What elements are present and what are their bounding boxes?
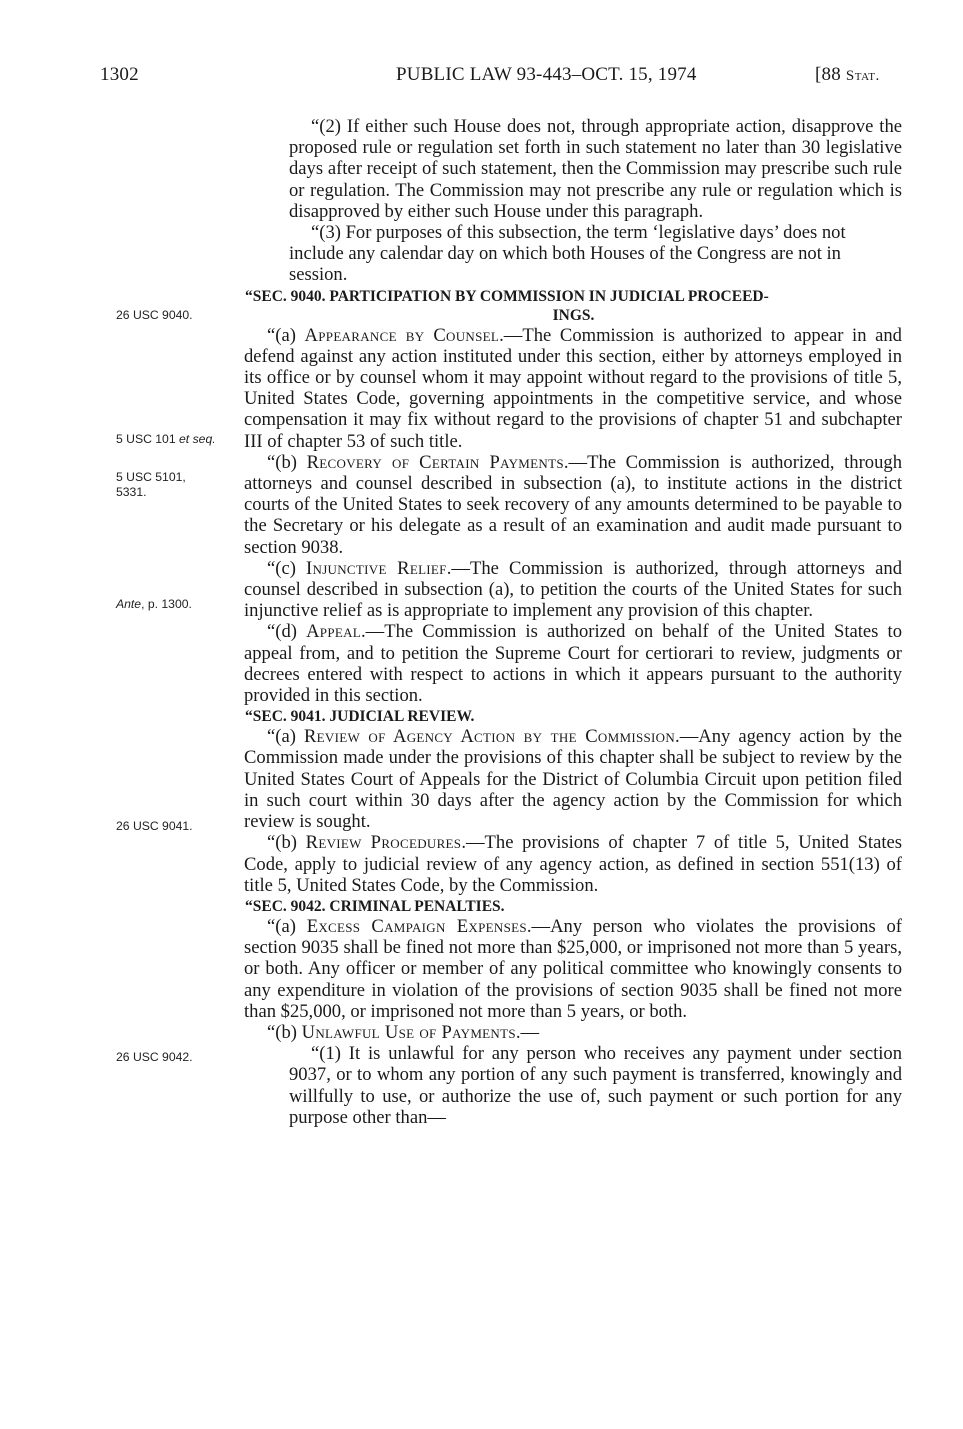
document-body [244,116,902,1128]
margin-note-5usc101-cite: 5 USC 101 [116,432,176,446]
subsection-9040-b [244,452,902,558]
margin-note-ante [116,597,228,612]
paragraph-2: “(2) If either such House does not, through appropriate action, disapprove the proposed rule or regulation set forth in such statement no later than 30 legislative days after receipt of such statement, then the Commission may prescribe such rule or regulation. The Commission may not prescribe any rule or regulation which is disapproved by either such House under this paragraph. [289,116,902,222]
subsection-9041-a [244,726,902,832]
paragraph-9042-b-1: “(1) It is unlawful for any person who receives any payment under section 9037, or to whom any portion of any such payment is transferred, knowingly and willfully to use, or authorize the use of, such payment or such portion for any purpose other than— [289,1043,902,1128]
subsection-9040-b-heading: Recovery of Certain Payments [306,451,564,473]
subsection-9040-d-text: .—The Commission is authorized on behalf of the United States to appeal from, and to petition the Supreme Court for certiorari to review, judgments or decrees entered with respect to actions in which it appears pursuant to the authority provided in this section. [244,621,902,707]
subsection-9040-c [244,558,902,622]
subsection-9042-b [244,1022,902,1043]
running-title: PUBLIC LAW 93-443–OCT. 15, 1974 [396,64,697,85]
subsection-9040-a-heading: Appearance by Counsel [304,324,500,346]
section-9040-heading [244,287,902,325]
subsection-9040-b-text: .—The Commission is authorized, through attorneys and counsel described in subsection (a), to institute actions in the district courts of the United States to seek recovery of any amounts determined to be payable to the Secretary or his delegate as a result of an examination and audit made pursuant to section 9038. [244,451,902,558]
margin-note-5usc101 [116,432,228,447]
subsection-9042-a-text: .—Any person who violates the provisions of section 9035 shall be fined not more than $25,000, or imprisoned not more than 5 years, or both. Any officer or member of any political committee who knowingly consents to any expenditure in violation of the provisions of section 9035 shall be fined not more than $25,000, or imprisoned not more than 5 years, or both. [244,915,902,1022]
subsection-9041-a-text: .—Any agency action by the Commission made under the provisions of this chapter shall be subject to review by the United States Court of Appeals for the District of Columbia Circuit upon petition filed in such court within 30 days after the agency action by the Commission for which review is sought. [244,726,902,833]
subsection-9040-d [244,621,902,706]
margin-note-9041: 26 USC 9041. [116,819,193,833]
subsection-9040-a-text: .—The Commission is authorized to appear in and defend against any action instituted under this section, either by attorneys employed in its office or by counsel whom it may appoint without regard to the provisions of title 5, United States Code, governing appointments in the competitive service, and whose compensation it may fix without regard to the provisions of chapter 51 and subchapter III of chapter 53 of such title. [244,324,902,452]
subsection-9041-a-label: “(a) [267,726,304,748]
subsection-9040-d-heading: Appeal [306,621,362,643]
margin-note-ante-page: , p. 1300. [141,597,192,611]
subsection-9040-b-label: “(b) [267,451,307,473]
subsection-9041-b-text: .—The provisions of chapter 7 of title 5, United States Code, apply to judicial review of any agency action, as defined in section 551(13) of title 5, United States Code, by the Commission. [244,832,902,896]
section-9040-heading-line2: INGS. [552,306,595,324]
section-9040-heading-line1: “SEC. 9040. PARTICIPATION BY COMMISSION IN JUDICIAL PROCEED- [245,287,769,305]
section-9042-heading: “SEC. 9042. CRIMINAL PENALTIES. [245,897,505,915]
subsection-9041-b [244,832,902,896]
subsection-9040-c-label: “(c) [267,557,307,579]
subsection-9041-b-label: “(b) [267,832,306,854]
subsection-9040-a-label: “(a) [267,324,305,346]
subsection-9042-a-heading: Excess Campaign Expenses [306,915,527,937]
subsection-9040-a [244,325,902,452]
subsection-9042-a [244,916,902,1022]
margin-note-9042: 26 USC 9042. [116,1050,193,1064]
subsection-9042-b-heading: Unlawful Use of Payments [301,1021,516,1043]
paragraph-3: “(3) For purposes of this subsection, the term ‘legislative days’ does not include any calendar day on which both Houses of the Congress are not in session. [289,222,846,286]
subsection-9042-a-label: “(a) [267,915,307,937]
margin-note-et-seq: et seq. [179,432,216,446]
page-number: 1302 [100,64,139,85]
section-9041-heading: “SEC. 9041. JUDICIAL REVIEW. [245,708,475,726]
subsection-9041-b-heading: Review Procedures [305,832,462,854]
subsection-9042-b-label: “(b) [267,1021,302,1043]
subsection-9042-b-text: .— [515,1021,540,1043]
statute-reference [815,64,880,86]
subsection-9040-c-text: .—The Commission is authorized, through attorneys and counsel described in subsection (a), to petition the courts of the United States for such injunctive relief as is appropriate to implement any provision of this chapter. [244,557,902,622]
statute-prefix: [88 [815,64,846,85]
statute-caps: Stat. [845,68,880,84]
subsection-9040-d-label: “(d) [267,621,307,643]
subsection-9040-c-heading: Injunctive Relief [306,557,447,579]
margin-note-ante-word: Ante [116,597,142,611]
subsection-9041-a-heading: Review of Agency Action by the Commission [303,726,676,748]
margin-note-9040: 26 USC 9040. [116,308,193,322]
margin-note-5usc5101: 5 USC 5101, 5331. [116,470,186,499]
